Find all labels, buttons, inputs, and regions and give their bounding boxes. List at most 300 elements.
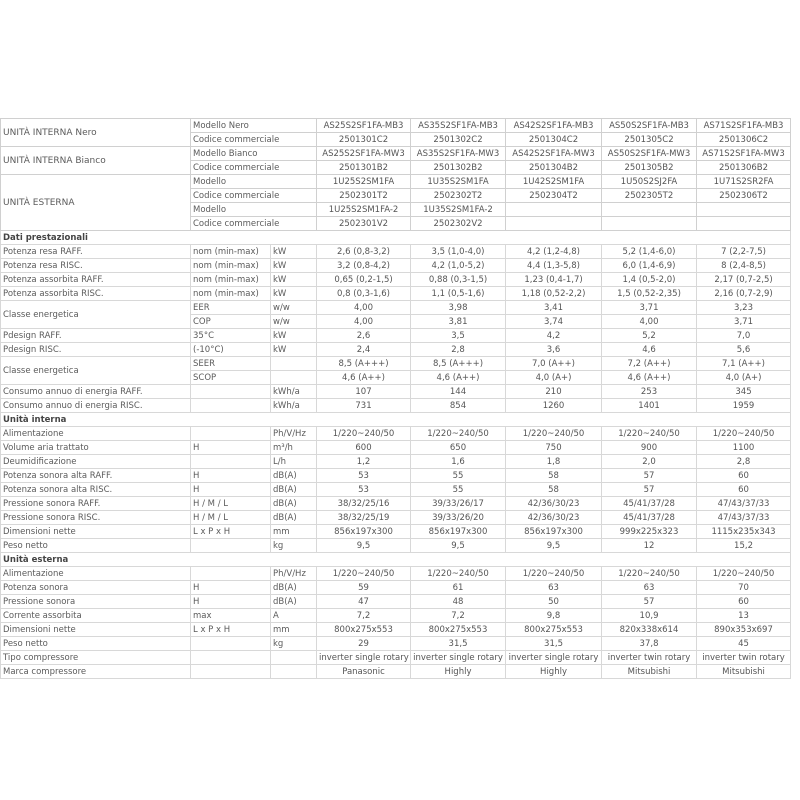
value-cell: Highly <box>506 665 602 679</box>
row-condition: L x P x H <box>191 525 271 539</box>
row-label: Potenza resa RISC. <box>1 259 191 273</box>
row-label: Pressione sonora RAFF. <box>1 497 191 511</box>
value-cell: 4,0 (A+) <box>506 371 602 385</box>
value-cell: 45 <box>697 637 791 651</box>
value-cell: 29 <box>317 637 411 651</box>
value-cell: 1959 <box>697 399 791 413</box>
value-cell: 55 <box>411 483 506 497</box>
row-unit: dB(A) <box>271 497 317 511</box>
header-cell: 1U42S2SM1FA <box>506 175 602 189</box>
value-cell: 1115x235x343 <box>697 525 791 539</box>
row-condition: H <box>191 581 271 595</box>
value-cell: Mitsubishi <box>697 665 791 679</box>
value-cell: 57 <box>602 469 697 483</box>
value-cell: 345 <box>697 385 791 399</box>
table-row <box>1 455 791 469</box>
empty-cell <box>697 217 791 231</box>
row-unit: kg <box>271 539 317 553</box>
header-cell: AS71S2SF1FA-MW3 <box>697 147 791 161</box>
row-condition: EER <box>191 301 271 315</box>
value-cell: 7,1 (A++) <box>697 357 791 371</box>
value-cell: 750 <box>506 441 602 455</box>
section-title: Unità interna <box>1 413 791 427</box>
value-cell: 57 <box>602 483 697 497</box>
value-cell: 1401 <box>602 399 697 413</box>
value-cell: 61 <box>411 581 506 595</box>
header-cell: 1U35S2SM1FA-2 <box>411 203 506 217</box>
header-cell: AS42S2SF1FA-MW3 <box>506 147 602 161</box>
value-cell: 999x225x323 <box>602 525 697 539</box>
value-cell: 2,8 <box>697 455 791 469</box>
table-row <box>1 287 791 301</box>
row-condition: nom (min-max) <box>191 245 271 259</box>
header-cell: 2501302C2 <box>411 133 506 147</box>
value-cell: 2,17 (0,7-2,5) <box>697 273 791 287</box>
value-cell: 3,5 <box>411 329 506 343</box>
header-row <box>1 175 791 189</box>
row-condition: SEER <box>191 357 271 371</box>
row-unit <box>271 357 317 371</box>
row-unit: w/w <box>271 315 317 329</box>
header-cell: 2502301V2 <box>317 217 411 231</box>
row-condition <box>191 455 271 469</box>
value-cell: 731 <box>317 399 411 413</box>
value-cell: 47 <box>317 595 411 609</box>
value-cell: 1/220~240/50 <box>602 427 697 441</box>
table-row <box>1 343 791 357</box>
value-cell: 800x275x553 <box>411 623 506 637</box>
header-cell: 2502302T2 <box>411 189 506 203</box>
value-cell: 42/36/30/23 <box>506 511 602 525</box>
row-unit: kW <box>271 287 317 301</box>
value-cell: 210 <box>506 385 602 399</box>
value-cell: 4,2 (1,0-5,2) <box>411 259 506 273</box>
header-cell: AS35S2SF1FA-MW3 <box>411 147 506 161</box>
header-cell: 2501301B2 <box>317 161 411 175</box>
table-row <box>1 623 791 637</box>
value-cell: Mitsubishi <box>602 665 697 679</box>
row-unit <box>271 651 317 665</box>
value-cell: 1,5 (0,52-2,35) <box>602 287 697 301</box>
header-cell: 1U25S2SM1FA <box>317 175 411 189</box>
row-condition <box>191 665 271 679</box>
row-condition <box>191 539 271 553</box>
value-cell: 4,2 <box>506 329 602 343</box>
header-cell: 2501305B2 <box>602 161 697 175</box>
value-cell: 31,5 <box>411 637 506 651</box>
value-cell: 48 <box>411 595 506 609</box>
value-cell: 58 <box>506 469 602 483</box>
header-cell: AS42S2SF1FA-MB3 <box>506 119 602 133</box>
value-cell: 1/220~240/50 <box>602 567 697 581</box>
value-cell: 1,1 (0,5-1,6) <box>411 287 506 301</box>
value-cell: 5,2 (1,4-6,0) <box>602 245 697 259</box>
row-condition: L x P x H <box>191 623 271 637</box>
row-unit: mm <box>271 623 317 637</box>
table-row <box>1 651 791 665</box>
value-cell: 856x197x300 <box>317 525 411 539</box>
header-cell: 2501301C2 <box>317 133 411 147</box>
value-cell: 1,2 <box>317 455 411 469</box>
header-row <box>1 147 791 161</box>
section-header <box>1 413 791 427</box>
value-cell: 253 <box>602 385 697 399</box>
section-title: Unità esterna <box>1 553 791 567</box>
value-cell: 13 <box>697 609 791 623</box>
row-condition: nom (min-max) <box>191 287 271 301</box>
row-label: Pdesign RISC. <box>1 343 191 357</box>
value-cell: 10,9 <box>602 609 697 623</box>
header-cell: 2502301T2 <box>317 189 411 203</box>
table-row <box>1 329 791 343</box>
value-cell: inverter twin rotary <box>602 651 697 665</box>
spec-table <box>0 118 791 679</box>
value-cell: 650 <box>411 441 506 455</box>
value-cell: 890x353x697 <box>697 623 791 637</box>
row-unit: Ph/V/Hz <box>271 567 317 581</box>
value-cell: 5,6 <box>697 343 791 357</box>
value-cell: inverter single rotary <box>506 651 602 665</box>
row-condition: H <box>191 483 271 497</box>
value-cell: 15,2 <box>697 539 791 553</box>
value-cell: 1/220~240/50 <box>411 567 506 581</box>
row-label: Alimentazione <box>1 567 191 581</box>
header-label: Codice commerciale <box>191 133 317 147</box>
table-row <box>1 301 791 315</box>
header-cell: 2502306T2 <box>697 189 791 203</box>
header-cell: 2501304B2 <box>506 161 602 175</box>
header-label: Modello <box>191 203 317 217</box>
value-cell: 1100 <box>697 441 791 455</box>
empty-cell <box>506 203 602 217</box>
table-row <box>1 511 791 525</box>
value-cell: 856x197x300 <box>506 525 602 539</box>
row-condition: 35°C <box>191 329 271 343</box>
value-cell: 7,0 (A++) <box>506 357 602 371</box>
value-cell: 3,6 <box>506 343 602 357</box>
value-cell: 47/43/37/33 <box>697 511 791 525</box>
value-cell: 4,6 <box>602 343 697 357</box>
header-cell: 1U71S2SR2FA <box>697 175 791 189</box>
row-label: Peso netto <box>1 637 191 651</box>
value-cell: 3,41 <box>506 301 602 315</box>
value-cell: 1260 <box>506 399 602 413</box>
value-cell: 800x275x553 <box>317 623 411 637</box>
value-cell: 59 <box>317 581 411 595</box>
header-row <box>1 119 791 133</box>
value-cell: 63 <box>602 581 697 595</box>
value-cell: 42/36/30/23 <box>506 497 602 511</box>
value-cell: 70 <box>697 581 791 595</box>
table-row <box>1 637 791 651</box>
header-cell: AS71S2SF1FA-MB3 <box>697 119 791 133</box>
value-cell: inverter single rotary <box>317 651 411 665</box>
value-cell: 3,5 (1,0-4,0) <box>411 245 506 259</box>
value-cell: 9,5 <box>506 539 602 553</box>
row-label: Potenza sonora alta RAFF. <box>1 469 191 483</box>
header-cell: 2502304T2 <box>506 189 602 203</box>
row-unit <box>271 371 317 385</box>
header-cell: 2501305C2 <box>602 133 697 147</box>
value-cell: 3,98 <box>411 301 506 315</box>
value-cell: 900 <box>602 441 697 455</box>
header-cell: 2501306C2 <box>697 133 791 147</box>
value-cell: 4,6 (A++) <box>602 371 697 385</box>
value-cell: 60 <box>697 595 791 609</box>
value-cell: 0,65 (0,2-1,5) <box>317 273 411 287</box>
header-label: Codice commerciale <box>191 189 317 203</box>
value-cell: 60 <box>697 469 791 483</box>
row-unit: A <box>271 609 317 623</box>
value-cell: 7 (2,2-7,5) <box>697 245 791 259</box>
row-condition: (-10°C) <box>191 343 271 357</box>
value-cell: 55 <box>411 469 506 483</box>
section-header <box>1 231 791 245</box>
row-unit: kW <box>271 259 317 273</box>
value-cell: 107 <box>317 385 411 399</box>
row-unit: kW <box>271 343 317 357</box>
value-cell: 4,00 <box>317 315 411 329</box>
row-label: Potenza sonora <box>1 581 191 595</box>
value-cell: 1/220~240/50 <box>697 427 791 441</box>
value-cell: 7,0 <box>697 329 791 343</box>
header-label: Modello <box>191 175 317 189</box>
value-cell: 4,6 (A++) <box>411 371 506 385</box>
header-cell: 1U25S2SM1FA-2 <box>317 203 411 217</box>
row-condition: COP <box>191 315 271 329</box>
value-cell: 38/32/25/19 <box>317 511 411 525</box>
row-label: Classe energetica <box>1 301 191 329</box>
row-unit: dB(A) <box>271 595 317 609</box>
value-cell: 45/41/37/28 <box>602 511 697 525</box>
value-cell: 53 <box>317 483 411 497</box>
table-row <box>1 581 791 595</box>
value-cell: 0,8 (0,3-1,6) <box>317 287 411 301</box>
value-cell: Panasonic <box>317 665 411 679</box>
value-cell: 1/220~240/50 <box>506 427 602 441</box>
value-cell: 47/43/37/33 <box>697 497 791 511</box>
value-cell: 12 <box>602 539 697 553</box>
value-cell: 856x197x300 <box>411 525 506 539</box>
header-cell: 2502302V2 <box>411 217 506 231</box>
header-cell: AS35S2SF1FA-MB3 <box>411 119 506 133</box>
row-condition: H <box>191 441 271 455</box>
value-cell: inverter twin rotary <box>697 651 791 665</box>
value-cell: 1/220~240/50 <box>317 427 411 441</box>
value-cell: 8 (2,4-8,5) <box>697 259 791 273</box>
row-condition: nom (min-max) <box>191 259 271 273</box>
row-label: Consumo annuo di energia RAFF. <box>1 385 191 399</box>
row-unit: kW <box>271 329 317 343</box>
row-unit: dB(A) <box>271 511 317 525</box>
value-cell: 1,4 (0,5-2,0) <box>602 273 697 287</box>
row-unit: dB(A) <box>271 581 317 595</box>
table-row <box>1 497 791 511</box>
value-cell: 1/220~240/50 <box>697 567 791 581</box>
row-condition <box>191 567 271 581</box>
value-cell: 31,5 <box>506 637 602 651</box>
table-row <box>1 357 791 371</box>
section-header <box>1 553 791 567</box>
value-cell: 854 <box>411 399 506 413</box>
value-cell: 1,18 (0,52-2,2) <box>506 287 602 301</box>
row-unit: kW <box>271 273 317 287</box>
value-cell: 4,00 <box>602 315 697 329</box>
row-unit: kg <box>271 637 317 651</box>
row-condition: H <box>191 469 271 483</box>
row-condition <box>191 637 271 651</box>
header-cell: AS50S2SF1FA-MB3 <box>602 119 697 133</box>
value-cell: 8,5 (A+++) <box>317 357 411 371</box>
spec-sheet <box>0 118 790 679</box>
header-label: Codice commerciale <box>191 217 317 231</box>
row-condition: H <box>191 595 271 609</box>
row-unit: kWh/a <box>271 399 317 413</box>
row-label: Marca compressore <box>1 665 191 679</box>
value-cell: 2,16 (0,7-2,9) <box>697 287 791 301</box>
value-cell: 4,2 (1,2-4,8) <box>506 245 602 259</box>
value-cell: 1/220~240/50 <box>317 567 411 581</box>
value-cell: inverter single rotary <box>411 651 506 665</box>
row-label: Potenza resa RAFF. <box>1 245 191 259</box>
empty-cell <box>602 203 697 217</box>
value-cell: 2,6 (0,8-3,2) <box>317 245 411 259</box>
value-cell: 2,0 <box>602 455 697 469</box>
row-condition: H / M / L <box>191 511 271 525</box>
row-label: Peso netto <box>1 539 191 553</box>
header-cell: 2501302B2 <box>411 161 506 175</box>
row-condition <box>191 427 271 441</box>
value-cell: 600 <box>317 441 411 455</box>
header-cell: 2501306B2 <box>697 161 791 175</box>
header-cell: AS50S2SF1FA-MW3 <box>602 147 697 161</box>
value-cell: 58 <box>506 483 602 497</box>
row-condition: max <box>191 609 271 623</box>
header-cell: 2501304C2 <box>506 133 602 147</box>
row-label: Potenza sonora alta RISC. <box>1 483 191 497</box>
value-cell: 1,23 (0,4-1,7) <box>506 273 602 287</box>
row-unit: m³/h <box>271 441 317 455</box>
value-cell: 3,71 <box>602 301 697 315</box>
value-cell: 3,23 <box>697 301 791 315</box>
section-title: Dati prestazionali <box>1 231 791 245</box>
unit-title: UNITÀ INTERNA Nero <box>1 119 191 147</box>
empty-cell <box>506 217 602 231</box>
value-cell: 820x338x614 <box>602 623 697 637</box>
table-row <box>1 567 791 581</box>
row-unit: kWh/a <box>271 385 317 399</box>
row-label: Corrente assorbita <box>1 609 191 623</box>
value-cell: 4,00 <box>317 301 411 315</box>
table-row <box>1 469 791 483</box>
header-cell: 1U50S2SJ2FA <box>602 175 697 189</box>
table-row <box>1 525 791 539</box>
value-cell: 2,4 <box>317 343 411 357</box>
value-cell: 1/220~240/50 <box>411 427 506 441</box>
value-cell: 37,8 <box>602 637 697 651</box>
value-cell: 2,8 <box>411 343 506 357</box>
row-unit <box>271 665 317 679</box>
value-cell: 39/33/26/17 <box>411 497 506 511</box>
value-cell: 7,2 <box>411 609 506 623</box>
table-row <box>1 539 791 553</box>
row-unit: L/h <box>271 455 317 469</box>
value-cell: 4,0 (A+) <box>697 371 791 385</box>
unit-title: UNITÀ INTERNA Bianco <box>1 147 191 175</box>
table-row <box>1 441 791 455</box>
value-cell: 7,2 (A++) <box>602 357 697 371</box>
header-label: Codice commerciale <box>191 161 317 175</box>
row-label: Potenza assorbita RAFF. <box>1 273 191 287</box>
row-condition <box>191 651 271 665</box>
row-unit: kW <box>271 245 317 259</box>
table-row <box>1 665 791 679</box>
value-cell: 3,74 <box>506 315 602 329</box>
value-cell: 63 <box>506 581 602 595</box>
value-cell: 50 <box>506 595 602 609</box>
row-label: Deumidificazione <box>1 455 191 469</box>
header-cell: 2502305T2 <box>602 189 697 203</box>
table-row <box>1 609 791 623</box>
row-unit: dB(A) <box>271 469 317 483</box>
value-cell: 2,6 <box>317 329 411 343</box>
header-label: Modello Bianco <box>191 147 317 161</box>
value-cell: 4,4 (1,3-5,8) <box>506 259 602 273</box>
row-label: Alimentazione <box>1 427 191 441</box>
empty-cell <box>602 217 697 231</box>
row-label: Tipo compressore <box>1 651 191 665</box>
value-cell: Highly <box>411 665 506 679</box>
table-row <box>1 399 791 413</box>
row-label: Dimensioni nette <box>1 525 191 539</box>
value-cell: 800x275x553 <box>506 623 602 637</box>
value-cell: 0,88 (0,3-1,5) <box>411 273 506 287</box>
value-cell: 9,8 <box>506 609 602 623</box>
row-condition <box>191 385 271 399</box>
row-condition: nom (min-max) <box>191 273 271 287</box>
row-unit: dB(A) <box>271 483 317 497</box>
value-cell: 45/41/37/28 <box>602 497 697 511</box>
row-unit: mm <box>271 525 317 539</box>
row-label: Volume aria trattato <box>1 441 191 455</box>
header-cell: 1U35S2SM1FA <box>411 175 506 189</box>
value-cell: 1/220~240/50 <box>506 567 602 581</box>
value-cell: 4,6 (A++) <box>317 371 411 385</box>
value-cell: 39/33/26/20 <box>411 511 506 525</box>
value-cell: 8,5 (A+++) <box>411 357 506 371</box>
value-cell: 53 <box>317 469 411 483</box>
table-row <box>1 259 791 273</box>
value-cell: 38/32/25/16 <box>317 497 411 511</box>
table-row <box>1 483 791 497</box>
row-label: Dimensioni nette <box>1 623 191 637</box>
row-label: Classe energetica <box>1 357 191 385</box>
row-condition: SCOP <box>191 371 271 385</box>
value-cell: 3,71 <box>697 315 791 329</box>
value-cell: 6,0 (1,4-6,9) <box>602 259 697 273</box>
value-cell: 57 <box>602 595 697 609</box>
unit-title: UNITÀ ESTERNA <box>1 175 191 231</box>
value-cell: 7,2 <box>317 609 411 623</box>
empty-cell <box>697 203 791 217</box>
value-cell: 9,5 <box>411 539 506 553</box>
row-condition <box>191 399 271 413</box>
value-cell: 1,6 <box>411 455 506 469</box>
row-label: Pressione sonora RISC. <box>1 511 191 525</box>
row-unit: w/w <box>271 301 317 315</box>
value-cell: 5,2 <box>602 329 697 343</box>
row-label: Potenza assorbita RISC. <box>1 287 191 301</box>
